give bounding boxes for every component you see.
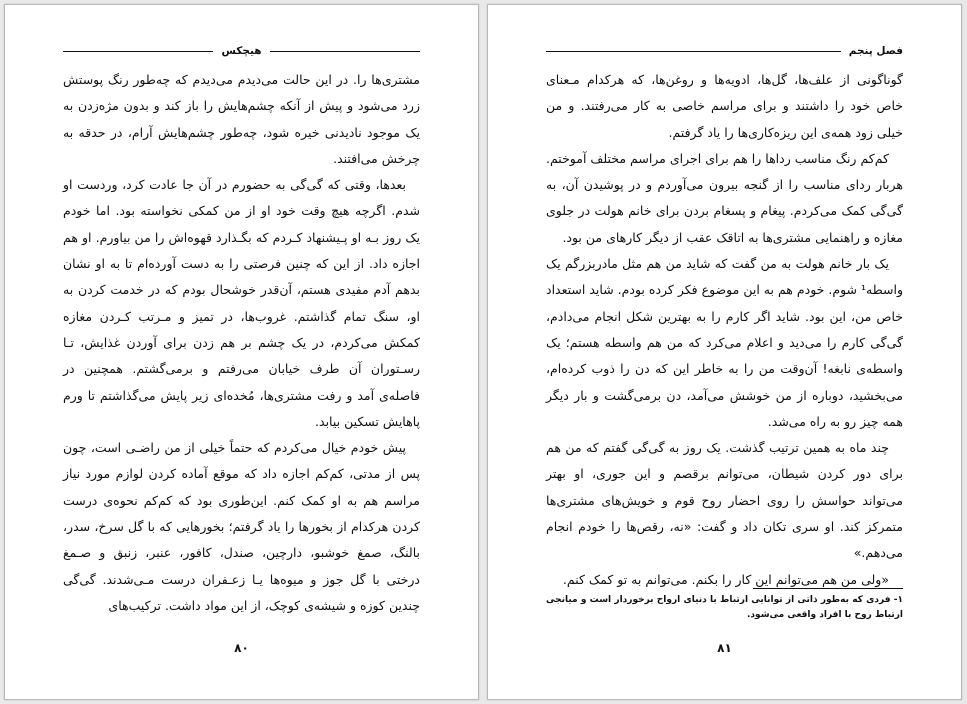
page-body	[63, 67, 420, 619]
running-header	[546, 41, 903, 61]
page-body	[546, 67, 903, 593]
header-rule-left	[63, 51, 213, 52]
footnote: ۱- فردی که به‌طور ذاتی از توانایی ارتباط با دنیای ارواح برخوردار است و میانجی ارتباط روح با افراد واقعی می‌شود.	[546, 595, 903, 620]
paragraph: چند ماه به همین ترتیب گذشت. یک روز به گی‌گی گفتم که من هم برای دور کردن شیطان، می‌توانم برقصم و این جوری، او بهتر می‌تواند حواسش را روی احضار روح قوم و خویش‌های مشتری‌ها متمرکز کند. او سری تکان داد و گفت: «نه، رقص‌ها را خودم انجام می‌دهم.»	[546, 440, 903, 561]
left-page	[4, 4, 479, 700]
running-header	[63, 41, 420, 61]
running-header-title: فصل پنجم	[848, 45, 903, 57]
paragraph: کم‌کم رنگ مناسب رداها را هم برای اجرای مراسم مختلف آموختم. هربار ردای مناسب را از گنجه بیرون می‌آوردم و در پوشیدن آن، به گی‌گی کمک می‌کردم. پیغام و پسغام بردن برای خانم هولت در جلوی مغازه و راهنمایی مشتری‌ها به اتاقک عقب از دیگر کارهای من بود.	[546, 150, 903, 245]
header-rule	[546, 51, 841, 52]
paragraph: مشتری‌ها را. در این حالت می‌دیدم می‌دیدم که چه‌طور رنگ پوستش زرد می‌شود و پیش از آنکه چشم‌هایش را باز کند و بدون مژه‌زدن به یک موجود نادیدنی خیره شود، چه‌طور چشم‌هایش آرام، در حدقه به چرخش می‌افتند.	[63, 72, 420, 166]
page-number: ۸۰	[234, 641, 249, 655]
paragraph: گوناگونی از علف‌ها، گل‌ها، ادویه‌ها و روغن‌ها، که هرکدام مـعنای خاص خود را داشتند و برای مراسم خاصی به کار می‌رفتند. و من خیلی زود همه‌ی این ریزه‌کاری‌ها را یاد گرفتم.	[546, 72, 903, 140]
footnote-divider	[753, 588, 903, 589]
paragraph: «ولی من هم می‌توانم این کار را بکنم. می‌توانم به تو کمک کنم.	[562, 571, 889, 587]
page-number: ۸۱	[717, 641, 732, 655]
header-rule-right	[270, 51, 420, 52]
paragraph: بعدها، وقتی که گی‌گی به حضورم در آن جا عادت کرد، وردست او شدم. اگرچه هیچ وقت خود او از من کمکی نخواسته بود. اما خودم یک روز بـه او پـیشنهاد کـردم که بگـذارد قهوه‌اش را من بیاورم. او هم اجازه داد. از این که چنین فرصتی را به دست آورده‌ام تا به او نشان بدهم آدم مفیدی هستم، آن‌قدر خوشحال بودم که در خدمت کردن به او، سنگ تمام گذاشتم. غروب‌ها، در تمیز و مـرتب کـردن مغازه کمکش می‌کردم، در یک چشم بر هم زدن برای آوردن غذایش، تـا رسـتوران آن طرف خیابان می‌رفتم و برمی‌گشتم. همچنین در فاصله‌ی آمد و رفت مشتری‌ها، مُخده‌ای زیر پایش می‌گذاشتم تا ورم پاهایش تسکین بیابد.	[63, 177, 420, 429]
right-page	[487, 4, 962, 700]
running-header-title: هیچکس	[221, 45, 262, 57]
paragraph: پیش خودم خیال می‌کردم که حتماً خیلی از من راضـی است، چون پس از مدتی، کم‌کم اجازه داد که موقع آماده کردن لوازم مورد نیاز مراسم هم به او کمک کنم. این‌طوری بود که کم‌کم نحوه‌ی درست کردن هرکدام از بخورها را یاد گرفتم؛ بخورهایی که با گل سرخ، سدر، بالنگ، صمغ خوشبو، دارچین، صندل، کافور، عنبر، زنبق و صـمغ درختی با گل جوز و میوه‌ها یـا زعـفران درست مـی‌شدند. گی‌گی چندین کوزه و شیشه‌ی کوچک، از این مواد داشت. ترکیب‌های	[63, 440, 420, 613]
paragraph: یک بار خانم هولت به من گفت که شاید من هم مثل مادربزرگم یک واسطه¹ شوم. خودم هم به این موضوع فکر کرده بودم. شاید استعداد خاص من، این بود. شاید اگر کارم را به بهترین شکل انجام می‌دادم، گی‌گی کارم را می‌دید و اعلام می‌کرد که من هم واسطه هستم؛ یک واسطه‌ی نابغه! آن‌وقت من را به خاطر این که دن را ذوب کرده‌ام، می‌بخشید، دوباره از من خوشش می‌آمد، دن برمی‌گشت و بار دیگر همه چیز رو به راه می‌شد.	[546, 256, 903, 429]
